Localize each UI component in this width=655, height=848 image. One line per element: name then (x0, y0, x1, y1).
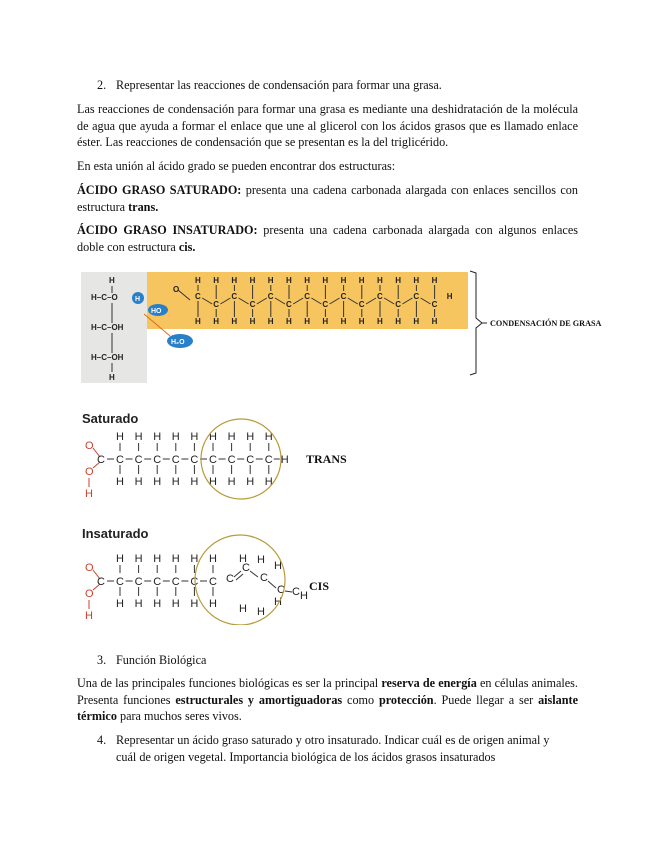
chain-hydrogen-bottom: H (413, 317, 420, 326)
carbonyl-oxygen: O (85, 440, 94, 452)
paragraph-saturated (77, 182, 578, 215)
hydrogen-bottom: H (153, 598, 162, 610)
chain-hydrogen-top: H (249, 276, 256, 285)
chain-carbon: C (340, 292, 347, 301)
bent-hydrogen: H (239, 553, 247, 565)
hydrogen-bottom: H (116, 476, 124, 488)
bent-carbon: C (260, 572, 268, 584)
hydrogen-bottom: H (171, 598, 180, 610)
chain-hydrogen-top: H (431, 276, 438, 285)
unsaturated-label: ÁCIDO GRASO INSATURADO: (77, 223, 258, 237)
hydroxyl-hydrogen: H (85, 488, 93, 500)
hydrogen-top: H (209, 431, 217, 443)
bond-chain (285, 591, 292, 592)
terminal-hydrogen: H (280, 454, 289, 466)
carbon: C (209, 454, 217, 466)
hydroxyl-oxygen: O (85, 466, 94, 478)
list-text: Función Biológica (116, 653, 207, 667)
hydrogen-bottom: H (171, 476, 180, 488)
chain-hydrogen-top: H (213, 276, 219, 285)
hydrogen-top: H (116, 553, 124, 565)
unsaturated-text: presenta una cadena carbonada alargada con algunos enlaces doble con estructura (77, 223, 578, 254)
saturated-chain (85, 431, 289, 500)
chain-carbon: C (304, 292, 310, 301)
hydrogen-bottom: H (134, 598, 143, 610)
carboxyl-carbon: C (97, 576, 105, 588)
bracket (470, 271, 482, 375)
chain-hydrogen-bottom: H (358, 317, 365, 326)
glycerol-top-h: H (109, 276, 115, 285)
bent-hydrogen: H (257, 554, 265, 566)
chain-hydrogen-top: H (413, 276, 420, 285)
glycerol-row-2: H–C–OH (91, 323, 124, 332)
chain-hydrogen-top: H (286, 276, 292, 285)
hydrogen-top: H (134, 553, 143, 565)
trans-label: TRANS (306, 452, 347, 466)
paragraph-structures: En esta unión al ácido grado se pueden encontrar dos estructuras: (77, 159, 396, 173)
hydrogen-bottom: H (209, 476, 217, 488)
chain-hydrogen-bottom: H (213, 317, 219, 326)
bond-chain (268, 581, 276, 588)
carbon: C (209, 576, 217, 588)
chain-carbon: C (413, 292, 420, 301)
saturado-title: Saturado (82, 411, 139, 426)
list-number: 3. (97, 653, 107, 667)
chain-hydrogen-top: H (195, 276, 201, 285)
hydrogen-bottom: H (190, 476, 199, 488)
chain-hydrogen-top: H (231, 276, 238, 285)
hydrogen-top: H (227, 431, 236, 443)
hydrogen-bottom: H (264, 476, 273, 488)
hydrogen-bottom: H (190, 598, 199, 610)
hydroxyl-label: HO (151, 308, 162, 315)
chain-carbon: C (286, 300, 292, 309)
hydrogen-top: H (246, 431, 255, 443)
carbon: C (153, 454, 162, 466)
carbon: C (190, 576, 199, 588)
hydrogen-bottom: H (227, 476, 236, 488)
hydrogen-bottom: H (153, 476, 162, 488)
bent-hydrogen: H (257, 606, 265, 618)
bent-hydrogen: H (274, 596, 282, 608)
bent-carbon: C (226, 573, 234, 585)
chain-hydrogen-bottom: H (377, 317, 383, 326)
hydroxyl-oxygen: O (85, 588, 94, 600)
bold-energy-reserve: reserva de energía (381, 676, 477, 690)
list-text: Representar las reacciones de condensación para formar una grasa. (116, 78, 442, 92)
chain-carbon: C (377, 292, 383, 301)
hydrogen-bottom: H (209, 598, 217, 610)
water-label: H₂O (171, 339, 185, 346)
bold-thermal-insulator: aislante térmico (77, 692, 579, 723)
carbon: C (171, 454, 180, 466)
chain-hydrogen-bottom: H (431, 317, 438, 326)
chain-hydrogen-bottom: H (340, 317, 347, 326)
chain-hydrogen-top: H (267, 276, 274, 285)
carbon: C (246, 454, 255, 466)
terminal-hydrogen: H (300, 590, 308, 602)
hydrogen-bottom: H (134, 476, 143, 488)
bond-chain (250, 571, 258, 577)
unsaturated-strong: cis. (178, 239, 196, 254)
chain-hydrogen-bottom: H (195, 317, 201, 326)
chain-carbon: C (395, 300, 401, 309)
hydrogen-top: H (171, 553, 180, 565)
figure-condensation (78, 268, 638, 383)
glycerol-row-3: H–C–OH (91, 353, 124, 362)
list-number: 4. (97, 733, 107, 747)
carbonyl-oxygen: O (173, 285, 180, 294)
chain-hydrogen-bottom: H (286, 317, 292, 326)
cis-label: CIS (309, 579, 330, 593)
chain-carbon: C (358, 300, 365, 309)
hydrogen-top: H (190, 553, 199, 565)
saturated-strong: trans. (128, 199, 159, 214)
bracket-label: CONDENSACIÓN DE GRASA (490, 319, 602, 328)
bent-hydrogen: H (274, 560, 282, 572)
bold-protection: protección (378, 692, 434, 707)
hydrogen-top: H (209, 553, 217, 565)
chain-hydrogen-top: H (377, 276, 383, 285)
paragraph-unsaturated (77, 222, 578, 255)
saturated-label: ÁCIDO GRASO SATURADO: (77, 183, 242, 197)
unsaturated-chain (85, 553, 308, 622)
list-text-line-2: cuál de origen vegetal. Importancia biológica de los ácidos grasos insaturados (116, 749, 496, 764)
hydrogen-top: H (116, 431, 124, 443)
chain-carbon: C (213, 300, 219, 309)
chain-hydrogen-top: H (395, 276, 401, 285)
chain-hydrogen-bottom: H (231, 317, 238, 326)
chain-carbon: C (267, 292, 274, 301)
bold-structural: estructurales y amortiguadoras (175, 692, 343, 707)
bent-carbon: C (292, 586, 300, 598)
carbon: C (227, 454, 236, 466)
chain-hydrogen-top: H (304, 276, 310, 285)
bent-carbon: C (242, 562, 250, 574)
carbon: C (134, 576, 143, 588)
chain-hydrogen-top: H (340, 276, 347, 285)
hydrogen-top: H (134, 431, 143, 443)
chain-carbon: C (322, 300, 329, 309)
hydroxyl-hydrogen: H (85, 610, 93, 622)
bent-hydrogen: H (239, 603, 247, 615)
paragraph-biological-function: Una de las principales funciones biológicas es ser la principal reserva de energía en células animales. Presenta funciones estructurales y amortiguadoras como protección. Puede llegar a ser aislante térmico para muchos seres vivos. (77, 676, 579, 723)
saturated-text: presenta una cadena carbonada alargada con enlaces sencillos con estructura (77, 183, 578, 214)
chain-hydrogen-bottom: H (249, 317, 256, 326)
chain-carbon: C (231, 292, 238, 301)
hydrogen-top: H (264, 431, 273, 443)
figure-saturated-unsaturated (78, 405, 378, 625)
chain-carbon: C (249, 300, 256, 309)
carbon: C (116, 576, 124, 588)
hydrogen-top: H (190, 431, 199, 443)
hydrogen-top: H (153, 431, 162, 443)
carbon: C (153, 576, 162, 588)
chain-terminal-hydrogen: H (446, 292, 453, 301)
hydrogen-top: H (153, 553, 162, 565)
chain-hydrogen-bottom: H (395, 317, 401, 326)
chain-hydrogen-top: H (322, 276, 329, 285)
carbonyl-oxygen: O (85, 562, 94, 574)
list-text-line-1: Representar un ácido graso saturado y otro insaturado. Indicar cuál es de origen animal y (116, 733, 550, 747)
list-number: 2. (97, 78, 107, 92)
paragraph-condensation: Las reacciones de condensación para formar una grasa es mediante una deshidratación de la molécula de agua que ayuda a formar el enlace que une al glicerol con los ácidos grasos que es llamado enlace éster. Las reacciones de condensación que se presentan es la del triglicérido. (77, 102, 578, 149)
carbon: C (264, 454, 273, 466)
carbon: C (134, 454, 143, 466)
insaturado-title: Insaturado (82, 526, 149, 541)
hydrogen-top: H (171, 431, 180, 443)
chain-hydrogen-bottom: H (322, 317, 329, 326)
hydrogen-label: H (135, 296, 141, 303)
chain-hydrogen-top: H (358, 276, 365, 285)
glycerol-bottom-h: H (109, 373, 115, 382)
carbon: C (171, 576, 180, 588)
chain-hydrogen-bottom: H (267, 317, 274, 326)
chain-carbon: C (195, 292, 201, 301)
carboxyl-carbon: C (97, 454, 105, 466)
carbon: C (116, 454, 124, 466)
chain-hydrogen-bottom: H (304, 317, 310, 326)
carbon: C (190, 454, 199, 466)
hydrogen-bottom: H (116, 598, 124, 610)
glycerol-row-1: H–C–O (91, 293, 118, 302)
hydrogen-bottom: H (246, 476, 255, 488)
bent-carbon: C (277, 584, 285, 596)
chain-carbon: C (431, 300, 438, 309)
